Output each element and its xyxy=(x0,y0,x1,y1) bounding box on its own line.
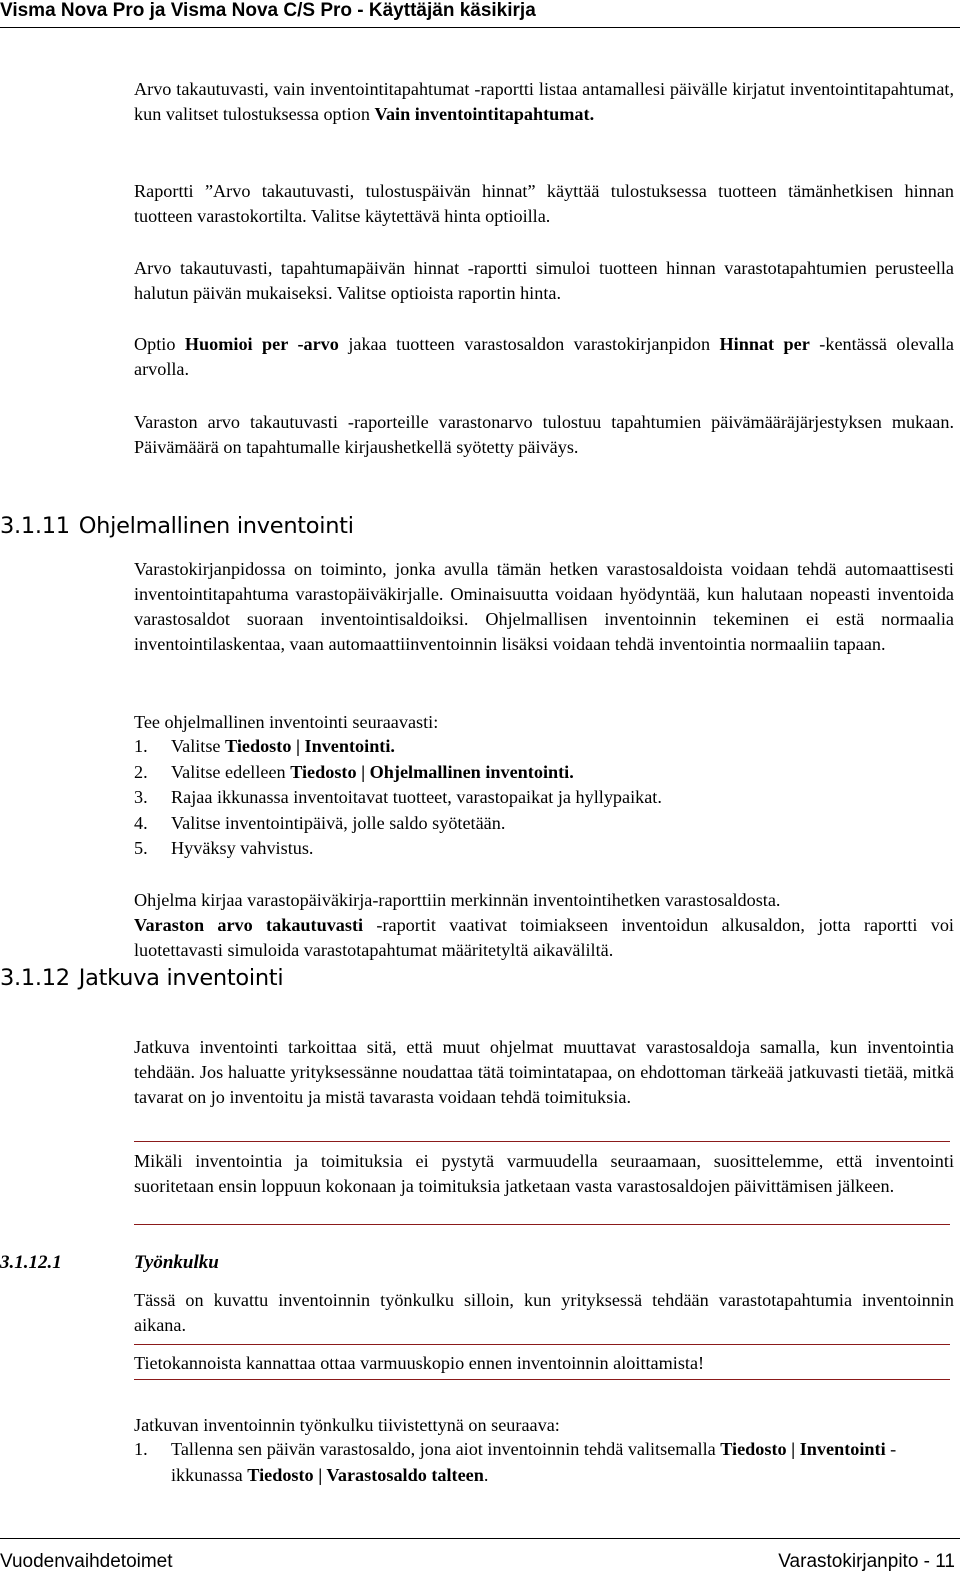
section-number: 3.1.12.1 xyxy=(0,1252,62,1273)
paragraph-program-records: Ohjelma kirjaa varastopäiväkirja-raporttiin merkinnän inventointihetken varastosaldosta. xyxy=(134,890,781,910)
note-recommendation: Mikäli inventointia ja toimituksia ei pystytä varmuudella seuraamaan, suosittelemme, että inventointi suoritetaan ensin loppuun kokonaan ja toimituksia jatketaan vasta varastosaldojen päivittämisen jälkeen. xyxy=(134,1151,954,1196)
list-item xyxy=(134,760,954,786)
step-text: Tallenna sen päivän varastosaldo, jona aiot inventoinnin tehdä valitsemalla xyxy=(171,1439,721,1459)
paragraph-event-date-prices: Arvo takautuvasti, tapahtumapäivän hinnat -raportti simuloi tuotteen hinnan varastotapahtumien perusteella halutun päivän mukaiseksi. Valitse optioista raportin hinta. xyxy=(134,258,954,303)
step-number: 4. xyxy=(134,812,148,833)
menu-path: Tiedosto | Inventointi. xyxy=(225,736,395,756)
list-item xyxy=(134,1437,954,1488)
section-heading-jatkuva xyxy=(0,963,283,993)
subsection-heading-tyonkulku xyxy=(0,1250,219,1275)
paragraph-text: -kentässä olevalla arvolla. xyxy=(134,334,954,379)
paragraph-print-date-prices: Raportti ”Arvo takautuvasti, tulostuspäivän hinnat” käyttää tulostuksessa tuotteen tämänhetkisen hinnan tuotteen varastokortilta. Valitse käytettävä hinta optioilla. xyxy=(134,181,954,226)
paragraph-per-value-option xyxy=(134,332,954,382)
section-title: Jatkuva inventointi xyxy=(78,965,284,991)
page-header xyxy=(0,0,960,28)
paragraph-workflow-description: Tässä on kuvattu inventoinnin työnkulku silloin, kun yrityksessä tehdään varastotapahtumia inventoinnin aikana. xyxy=(134,1290,954,1335)
option-name: Huomioi per -arvo xyxy=(184,334,339,354)
paragraph-steps-intro: Tee ohjelmallinen inventointi seuraavasti: xyxy=(134,712,439,732)
step-text: Valitse edelleen xyxy=(171,761,291,782)
section-title: Ohjelmallinen inventointi xyxy=(78,513,354,539)
footer-page-number: Varastokirjanpito - 11 xyxy=(778,1551,955,1572)
paragraph-inventory-report xyxy=(134,77,954,127)
workflow-list xyxy=(134,1437,954,1488)
note-separator-line xyxy=(134,1379,950,1380)
step-text: Valitse inventointipäivä, jolle saldo syötetään. xyxy=(171,812,506,833)
step-text: -ikkunassa xyxy=(171,1439,897,1485)
step-text: Valitse xyxy=(171,736,226,756)
paragraph-workflow-intro: Jatkuvan inventoinnin työnkulku tiivistettynä on seuraava: xyxy=(134,1415,560,1435)
document-title: Visma Nova Pro ja Visma Nova C/S Pro - Käyttäjän käsikirja xyxy=(0,0,536,21)
step-number: 5. xyxy=(134,838,148,858)
steps-list xyxy=(134,734,954,862)
paragraph-text: Optio xyxy=(134,334,185,354)
list-item xyxy=(134,836,954,862)
field-name: Hinnat per xyxy=(719,334,810,354)
paragraph-text: -raportit vaativat toimiakseen inventoidun alkusaldon, jotta raportti voi luotettavasti simuloida varastotapahtumat määritetyltä aikaväliltä. xyxy=(134,915,954,960)
list-item xyxy=(134,785,954,811)
section-number: 3.1.12 xyxy=(0,965,70,991)
option-name: Vain inventointitapahtumat. xyxy=(374,104,595,124)
section-heading-ohjelmallinen xyxy=(0,511,354,541)
menu-path: Tiedosto | Ohjelmallinen inventointi. xyxy=(290,761,574,782)
report-name: Varaston arvo takautuvasti xyxy=(134,915,364,935)
note-separator-line xyxy=(134,1344,950,1345)
paragraph-continuous-inventory: Jatkuva inventointi tarkoittaa sitä, että muut ohjelmat muuttavat varastosaldoja samalla, kun inventointia tehdään. Jos haluatte yrityksessänne noudattaa tätä toimintatapaa, on ehdottoman tärkeää jatkuvasti tietää, mitkä tavarat on jo inventoitu ja mistä tavarasta voidaan tehdä toimituksia. xyxy=(134,1037,954,1107)
step-number: 3. xyxy=(134,787,148,807)
paragraph-text: Arvo takautuvasti, vain inventointitapahtumat -raportti listaa antamallesi päivälle kirjatut inventointitapahtumat, kun valitset tulostuksessa option xyxy=(134,79,954,124)
step-text: Rajaa ikkunassa inventoitavat tuotteet, varastopaikat ja hyllypaikat. xyxy=(171,787,662,807)
section-title: Työnkulku xyxy=(134,1252,219,1273)
section-number: 3.1.11 xyxy=(0,513,70,539)
step-number: 1. xyxy=(134,736,148,756)
paragraph-text: jakaa tuotteen varastosaldon varastokirjanpidon xyxy=(338,334,720,354)
list-item xyxy=(134,811,954,837)
note-separator-line xyxy=(134,1224,950,1225)
step-text: Hyväksy vahvistus. xyxy=(171,838,314,858)
note-separator-line xyxy=(134,1141,950,1142)
footer-chapter: Vuodenvaihdetoimet xyxy=(0,1551,173,1572)
step-number: 1. xyxy=(134,1439,148,1459)
page-footer xyxy=(0,1538,960,1583)
paragraph-report-requirement xyxy=(134,913,954,963)
note-backup: Tietokannoista kannattaa ottaa varmuuskopio ennen inventoinnin aloittamista! xyxy=(134,1353,705,1373)
menu-path: Tiedosto | Inventointi xyxy=(720,1439,886,1459)
list-item xyxy=(134,734,954,760)
step-text: . xyxy=(483,1464,489,1485)
paragraph-value-order: Varaston arvo takautuvasti -raporteille varastonarvo tulostuu tapahtumien päivämääräjärjestyksen mukaan. Päivämäärä on tapahtumalle kirjaushetkellä syötetty päiväys. xyxy=(134,412,954,457)
step-number: 2. xyxy=(134,761,148,782)
paragraph-programmatic-inventory: Varastokirjanpidossa on toiminto, jonka avulla tämän hetken varastosaldoista voidaan tehdä automaattisesti inventointitapahtuma varastopäiväkirjalle. Ominaisuutta voidaan hyödyntää, kun halutaan nopeasti inventoida varastosaldot suoraan inventointisaldoiksi. Ohjelmallisen inventoinnin tekeminen ei estä normaalia inventointilaskentaa, vaan automaattiinventoinnin lisäksi voidaan tehdä inventointia normaaliin tapaan. xyxy=(134,559,954,654)
menu-path: Tiedosto | Varastosaldo talteen xyxy=(247,1464,484,1485)
